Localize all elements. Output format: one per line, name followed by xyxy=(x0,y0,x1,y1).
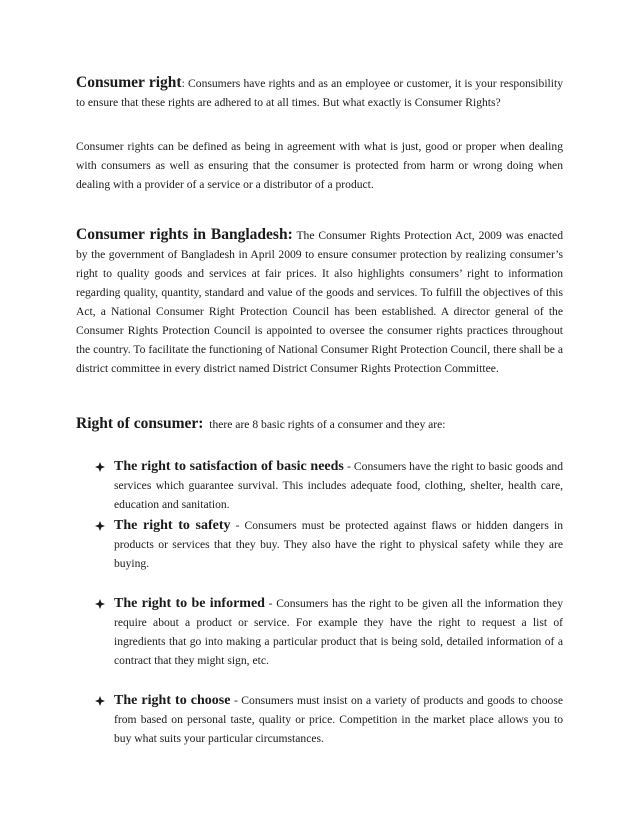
bangladesh-body: The Consumer Rights Protection Act, 2009 was enacted by the government of Bangladesh in April 2009 to ensure consumer protection by realizing consumer’s right to quality goods and services at fair prices. It also highlights consumers’ right to information regarding quality, quantity, standard and value of the goods and services. To fulfill the objectives of this Act, a National Consumer Right Protection Council has been established. A director general of the Consumer Rights Protection Council is appointed to oversee the consumer rights practices throughout the country. To facilitate the functioning of National Consumer Right Protection Council, there shall be a district committee in every district named District Consumer Rights Protection Committee. xyxy=(76,229,563,375)
list-item xyxy=(93,691,563,748)
right-title: The right to safety xyxy=(114,518,231,533)
diamond-bullet-icon xyxy=(93,691,107,710)
right-of-consumer-heading: Right of consumer: xyxy=(76,415,204,432)
consumer-right-intro-text: Consumers have rights and as an employee or customer, it is your responsibility to ensure that these rights are adhered to at all times. But what exactly is Consumer Rights? xyxy=(76,77,564,109)
bangladesh-heading: Consumer rights in Bangladesh: xyxy=(76,226,293,243)
list-item xyxy=(93,516,563,573)
right-title: The right to choose xyxy=(114,693,231,708)
right-text: - Consumers must insist on a variety of products and goods to choose from based on personal taste, quality or price. Competition in the market place allows you to buy what suits your particular circumstances. xyxy=(114,694,563,745)
right-title: The right to be informed xyxy=(114,596,265,611)
right-text: - Consumers must be protected against flaws or hidden dangers in products or services that they buy. They also have the right to physical safety while they are buying. xyxy=(114,519,563,570)
consumer-right-definition: Consumer rights can be defined as being in agreement with what is just, good or proper when dealing with consumers as well as ensuring that the consumer is protected from harm or wrong doing when dealing with a provider of a service or a distributor of a product. xyxy=(76,140,563,191)
diamond-bullet-icon xyxy=(93,457,107,476)
consumer-right-colon: : xyxy=(181,77,185,90)
right-title: The right to satisfaction of basic needs xyxy=(114,459,344,474)
consumer-right-paragraph xyxy=(76,73,563,112)
right-of-consumer-paragraph xyxy=(76,414,563,434)
right-text: - Consumers has the right to be given all the information they require about a product or service. For example they have the right to request a list of ingredients that go into making a particular product that is being sold, detailed information of a contract that they might sign, etc. xyxy=(114,597,564,667)
diamond-bullet-icon xyxy=(93,594,107,613)
list-item xyxy=(93,594,563,670)
bangladesh-paragraph xyxy=(76,225,563,378)
right-of-consumer-intro: there are 8 basic rights of a consumer and they are: xyxy=(209,418,446,431)
list-item xyxy=(93,457,563,514)
rights-list xyxy=(93,457,563,748)
diamond-bullet-icon xyxy=(93,516,107,535)
consumer-right-heading: Consumer right xyxy=(76,74,182,91)
right-text: - Consumers have the right to basic goods and services which guarantee survival. This includes adequate food, clothing, shelter, health care, education and sanitation. xyxy=(114,460,563,511)
